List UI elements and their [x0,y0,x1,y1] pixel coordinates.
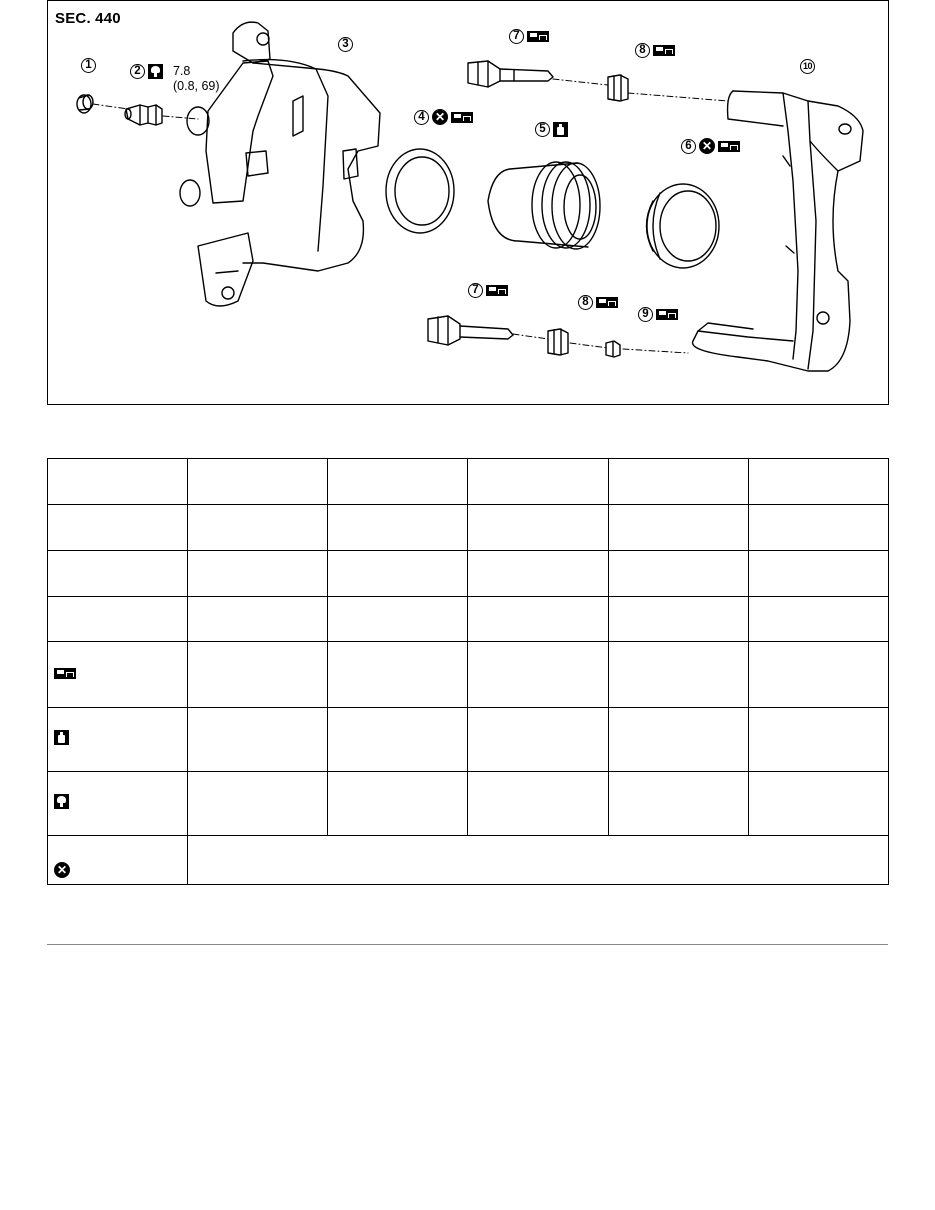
callout-10 [800,57,815,75]
assembly-axis-lines [93,79,728,353]
table-cell [188,772,328,836]
bleed-cap-part [77,95,93,113]
torque-spec [173,64,220,94]
table-cell [749,551,889,597]
table-row-torque [48,772,889,836]
grease-icon [486,285,508,296]
callout-1 [81,56,96,74]
table-cell [468,505,609,551]
table-cell [328,772,468,836]
table-row [48,459,889,505]
callout-3 [338,35,353,53]
table-cell [468,642,609,708]
table-cell [468,551,609,597]
table-cell [749,772,889,836]
table-cell [609,459,749,505]
section-label: SEC. 440 [55,10,121,27]
table-cell [468,772,609,836]
torque-spec-value: 7.8 [173,64,191,78]
table-row-brake-fluid [48,708,889,772]
exploded-view-figure [47,0,889,405]
callout-number: 10 [800,59,815,74]
table-cell [328,642,468,708]
callout-8-lower [578,293,618,311]
callout-number: 2 [130,64,145,79]
callout-7-lower [468,281,508,299]
pin-boot-lower-part [548,329,568,355]
table-cell [749,708,889,772]
grease-icon [451,112,473,123]
table-cell [328,597,468,642]
grease-icon [653,45,675,56]
table-cell [48,708,188,772]
table-cell [609,597,749,642]
brake-fluid-icon [553,122,568,137]
table-cell [48,551,188,597]
torque-icon [148,64,163,79]
torque-spec-units: (0.8, 69) [173,79,220,93]
table-row [48,551,889,597]
grease-icon [527,31,549,42]
callout-number: 4 [414,110,429,125]
table-cell [188,459,328,505]
callout-6 [681,137,740,155]
torque-icon [54,794,69,809]
callout-7-upper [509,27,549,45]
table-cell [749,505,889,551]
table-cell [609,642,749,708]
grease-icon [596,297,618,308]
table-cell [328,459,468,505]
table-cell [188,505,328,551]
callout-number: 9 [638,307,653,322]
table-cell [48,836,188,885]
callout-number: 3 [338,37,353,52]
piston-part [488,162,600,249]
brake-fluid-icon [54,730,69,745]
table-cell [188,642,328,708]
legend-table [47,458,889,885]
table-cell [48,505,188,551]
table-cell [609,505,749,551]
replace-icon: ✕ [54,862,70,878]
table-cell [48,642,188,708]
table-cell [468,459,609,505]
piston-boot-part [647,184,720,268]
table-row-replace [48,836,889,885]
divider [47,944,888,945]
grease-icon [656,309,678,320]
grease-icon [54,668,76,679]
callout-number: 5 [535,122,550,137]
table-cell [328,551,468,597]
callout-8-upper [635,41,675,59]
callout-number: 8 [578,295,593,310]
callout-number: 7 [468,283,483,298]
replace-icon: ✕ [432,109,448,125]
table-cell [188,597,328,642]
table-cell [468,597,609,642]
table-cell [609,708,749,772]
table-row [48,505,889,551]
callout-number: 8 [635,43,650,58]
replace-icon: ✕ [699,138,715,154]
table-cell-merged [188,836,889,885]
callout-4 [414,108,473,126]
bleed-valve-part [125,105,162,125]
table-cell [749,642,889,708]
table-row [48,597,889,642]
callout-number: 1 [81,58,96,73]
table-cell [328,708,468,772]
table-cell [48,459,188,505]
table-cell [328,505,468,551]
grease-icon [718,141,740,152]
callout-number: 6 [681,139,696,154]
sliding-pin-lower-part [428,316,513,345]
table-cell [609,551,749,597]
pin-boot-upper-part [608,75,628,101]
table-cell [468,708,609,772]
table-cell [609,772,749,836]
caliper-exploded-drawing [48,1,889,405]
table-row-grease [48,642,889,708]
bushing-part [606,341,620,357]
callout-9 [638,305,678,323]
table-cell [48,772,188,836]
callout-5 [535,120,568,138]
callout-2 [130,62,163,80]
piston-seal-part [386,149,454,233]
table-cell [749,459,889,505]
table-cell [188,551,328,597]
table-cell [749,597,889,642]
callout-number: 7 [509,29,524,44]
sliding-pin-upper-part [468,61,553,87]
table-cell [48,597,188,642]
table-cell [188,708,328,772]
